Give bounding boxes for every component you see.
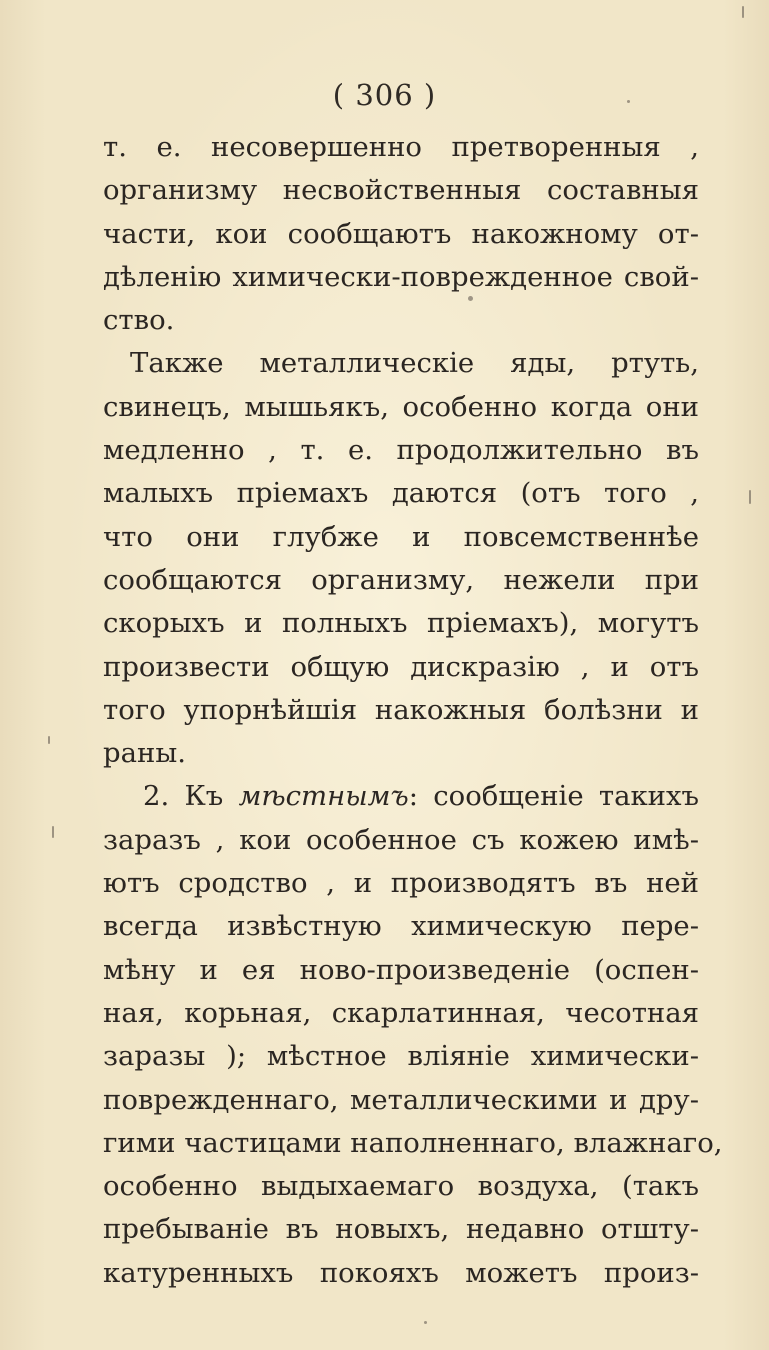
ink-speck xyxy=(627,100,630,103)
item-number-prefix: 2. Къ xyxy=(143,780,239,813)
text-line-paragraph-start xyxy=(103,775,699,818)
text-line: сообщаются организму, нежели при xyxy=(103,563,699,596)
ink-speck xyxy=(742,6,744,18)
body-text xyxy=(103,126,723,1295)
ink-speck xyxy=(468,296,473,301)
text-line: что они глубже и повсемственнѣе xyxy=(103,520,699,553)
text-line: ютъ сродство , и производятъ въ ней xyxy=(103,867,699,900)
text-line: организму несвойственныя составныя xyxy=(103,174,699,207)
text-line: заразы ); мѣстное вліяніе химически- xyxy=(103,1040,699,1073)
text-line: скорыхъ и полныхъ пріемахъ), могутъ xyxy=(103,607,699,640)
text-line-paragraph-start: Также металлическіе яды, ртуть, xyxy=(130,347,699,380)
text-line: заразъ , кои особенное съ кожею имѣ- xyxy=(103,823,699,856)
text-line: всегда извѣстную химическую пере- xyxy=(103,910,699,943)
text-line: малыхъ пріемахъ даются (отъ того , xyxy=(103,477,699,510)
text-line: ство. xyxy=(103,304,175,337)
ink-speck xyxy=(424,1321,427,1324)
text-line: медленно , т. е. продолжительно въ xyxy=(103,434,699,467)
text-line: того упорнѣйшія накожныя болѣзни и xyxy=(103,693,699,726)
text-line: гими частицами наполненнаго, влажнаго, xyxy=(103,1126,723,1159)
ink-speck xyxy=(48,736,50,744)
text-line: мѣну и ея ново-произведеніе (оспен- xyxy=(103,953,699,986)
line-continuation: : сообщеніе такихъ xyxy=(408,780,699,813)
text-line: раны. xyxy=(103,737,186,770)
text-line: произвести общую дискразію , и отъ xyxy=(103,650,699,683)
page-number: ( 306 ) xyxy=(332,78,437,112)
text-line: ная, корьная, скарлатинная, чесотная xyxy=(103,996,699,1029)
ink-speck xyxy=(52,826,54,838)
text-line: особенно выдыхаемаго воздуха, (такъ xyxy=(103,1170,699,1203)
emphasized-term: мѣстнымъ xyxy=(238,780,409,813)
ink-speck xyxy=(749,490,751,504)
text-line: дѣленію химически-поврежденное свой- xyxy=(103,260,699,293)
text-line: части, кои сообщаютъ накожному от- xyxy=(103,217,699,250)
text-line: свинецъ, мышьякъ, особенно когда они xyxy=(103,390,699,423)
text-line: пребываніе въ новыхъ, недавно отшту- xyxy=(103,1213,699,1246)
text-line: т. е. несовершенно претворенныя , xyxy=(103,131,699,163)
text-line: катуренныхъ покояхъ можетъ произ- xyxy=(103,1256,699,1289)
text-line: поврежденнаго, металлическими и дру- xyxy=(103,1083,699,1116)
